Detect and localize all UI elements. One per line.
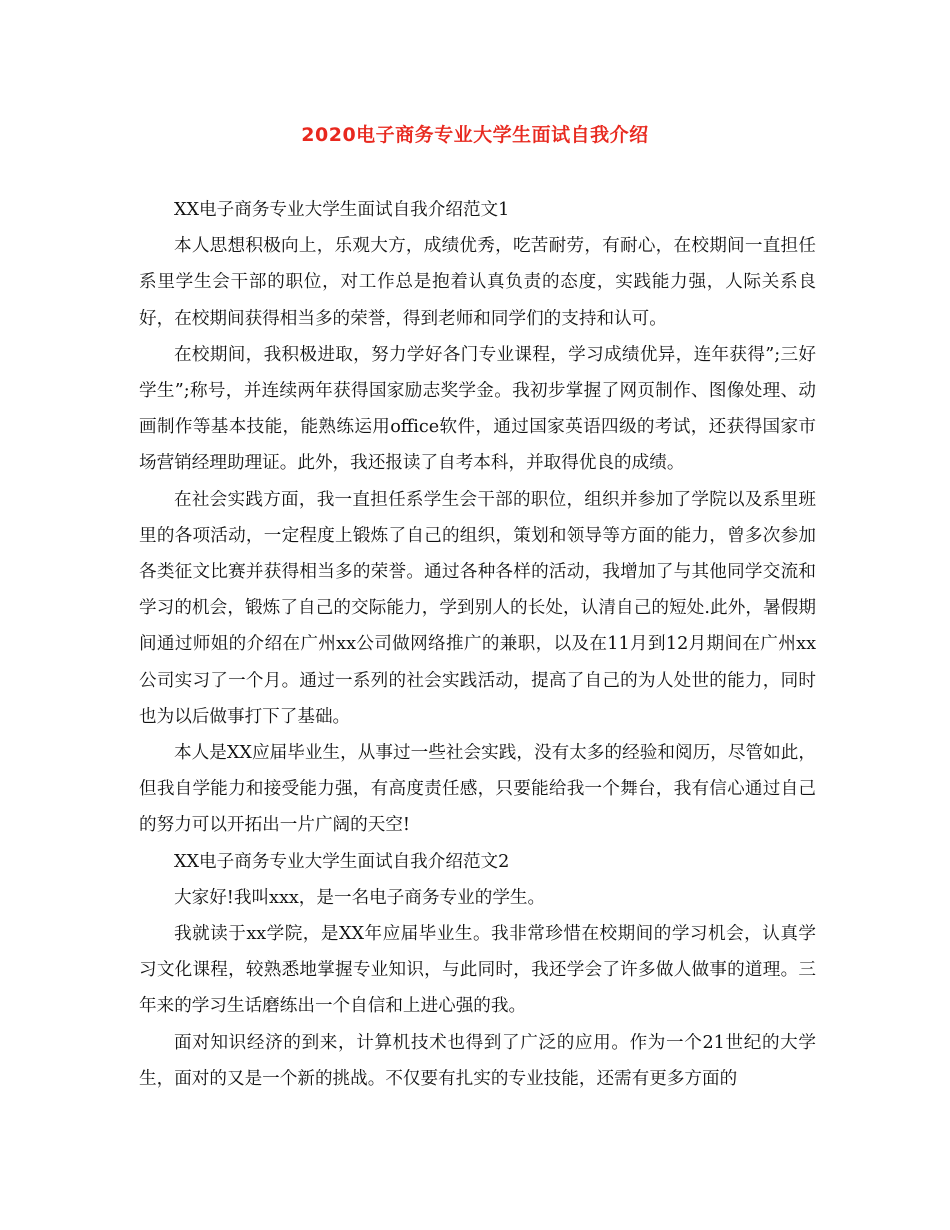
document-body — [139, 192, 816, 1097]
paragraph-school-achievements: 在校期间，我积极进取，努力学好各门专业课程，学习成绩优异，连年获得”;三好学生”;称号，并连续两年获得国家励志奖学金。我初步掌握了网页制作、图像处理、动画制作等基本技能，能熟练运用office软件，通过国家英语四级的考试，还获得国家市场营销经理助理证。此外，我还报读了自考本科，并取得优良的成绩。 — [139, 344, 816, 474]
paragraph-school-intro: 我就读于xx学院，是XX年应届毕业生。我非常珍惜在校期间的学习机会，认真学习文化课程，较熟悉地掌握专业知识，与此同时，我还学会了许多做人做事的道理。三年来的学习生话磨练出一个自信和上进心强的我。 — [139, 924, 816, 1017]
paragraph-knowledge-economy: 面对知识经济的到来，计算机技术也得到了广泛的应用。作为一个21世纪的大学生，面对的又是一个新的挑战。不仅要有扎实的专业技能，还需有更多方面的 — [139, 1032, 816, 1089]
paragraph-greeting: 大家好!我叫xxx，是一名电子商务专业的学生。 — [174, 887, 546, 908]
paragraph-personal-summary: 本人思想积极向上，乐观大方，成绩优秀，吃苦耐劳，有耐心，在校期间一直担任系里学生会干部的职位，对工作总是抱着认真负责的态度，实践能力强，人际关系良好，在校期间获得相当多的荣誉，得到老师和同学们的支持和认可。 — [139, 236, 816, 329]
paragraph-closing-statement: 本人是XX应届毕业生，从事过一些社会实践，没有太多的经验和阅历，尽管如此，但我自学能力和接受能力强，有高度责任感，只要能给我一个舞台，我有信心通过自己的努力可以开拓出一片广阔的天空! — [139, 743, 816, 836]
paragraph-sample-1-heading: XX电子商务专业大学生面试自我介绍范文1 — [174, 200, 510, 220]
paragraph-social-practice: 在社会实践方面，我一直担任系学生会干部的职位，组织并参加了学院以及系里班里的各项活动，一定程度上锻炼了自己的组织，策划和领导等方面的能力，曾多次参加各类征文比赛并获得相当多的荣誉。通过各种各样的活动，我增加了与其他同学交流和学习的机会，锻炼了自己的交际能力，学到别人的长处，认清自己的短处.此外，暑假期间通过师姐的介绍在广州xx公司做网络推广的兼职，以及在11月到12月期间在广州xx公司实习了一个月。通过一系列的社会实践活动，提高了自己的为人处世的能力，同时也为以后做事打下了基础。 — [139, 489, 816, 727]
document-title: 2020电子商务专业大学生面试自我介绍 — [301, 124, 649, 146]
paragraph-sample-2-heading: XX电子商务专业大学生面试自我介绍范文2 — [174, 851, 510, 872]
